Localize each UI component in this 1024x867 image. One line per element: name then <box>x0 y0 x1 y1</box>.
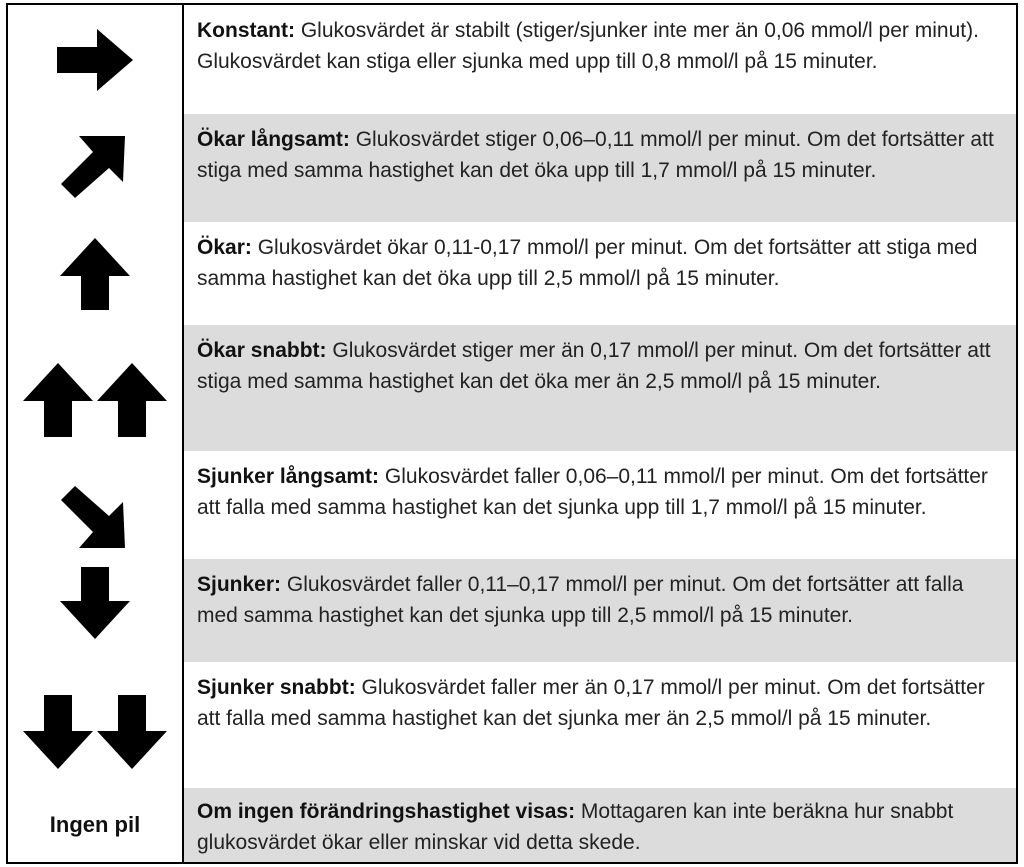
description-cell <box>184 559 1016 662</box>
icon-cell <box>8 114 184 222</box>
table-row <box>8 325 1016 453</box>
trend-description: Glukosvärdet är stabilt (stiger/sjunker inte mer än 0,06 mmol/l per minut). Glukosvärdet kan stiga eller sjunka med upp till 0,8 mmol/l på 15 minuter. <box>197 19 979 73</box>
description-cell <box>184 325 1016 451</box>
trend-arrow-table <box>6 3 1018 864</box>
table-row <box>8 114 1016 224</box>
description-cell <box>184 114 1016 222</box>
table-row <box>8 662 1016 790</box>
trend-label: Ökar snabbt: <box>197 339 327 362</box>
trend-description: Glukosvärdet faller 0,11–0,17 mmol/l per minut. Om det fortsätter att falla med samma hastighet kan det sjunka upp till 2,5 mmol/l på 15 minuter. <box>197 573 964 627</box>
icon-cell <box>8 559 184 662</box>
icon-cell <box>8 788 184 862</box>
icon-cell <box>8 451 184 559</box>
trend-label: Sjunker snabbt: <box>197 676 356 699</box>
description-cell <box>184 788 1016 862</box>
arrow-up-right-icon <box>61 136 125 198</box>
trend-label: Om ingen förändringshastighet visas: <box>197 800 576 823</box>
table-row <box>8 5 1016 116</box>
description-cell <box>184 5 1016 114</box>
trend-description: Glukosvärdet stiger mer än 0,17 mmol/l per minut. Om det fortsätter att stiga med samma hastighet kan det öka mer än 2,5 mmol/l på 15 minuter. <box>197 339 991 393</box>
trend-description: Glukosvärdet faller 0,06–0,11 mmol/l per minut. Om det fortsätter att falla med samma hastighet kan det sjunka upp till 1,7 mmol/l på 15 minuter. <box>197 465 988 519</box>
trend-label: Sjunker långsamt: <box>197 465 380 488</box>
trend-description: Glukosvärdet faller mer än 0,17 mmol/l per minut. Om det fortsätter att falla med samma hastighet kan det sjunka mer än 2,5 mmol/l på 15 minuter. <box>197 676 985 730</box>
trend-description: Glukosvärdet stiger 0,06–0,11 mmol/l per minut. Om det fortsätter att stiga med samma hastighet kan det öka upp till 1,7 mmol/l på 15 minuter. <box>197 128 994 182</box>
description-cell <box>184 662 1016 788</box>
table-row <box>8 222 1016 327</box>
trend-label: Konstant: <box>197 19 295 42</box>
trend-description: Mottagaren kan inte beräkna hur snabbt glukosvärdet ökar eller minskar vid detta skede. <box>197 800 954 854</box>
icon-cell <box>8 222 184 325</box>
icon-cell <box>8 662 184 788</box>
table-row <box>8 788 1016 862</box>
trend-label: Ökar långsamt: <box>197 128 350 151</box>
trend-label: Sjunker: <box>197 573 282 596</box>
double-arrow-up-icon <box>23 363 167 437</box>
arrow-right-icon <box>57 29 133 91</box>
arrow-down-right-icon <box>61 486 125 548</box>
description-cell <box>184 451 1016 559</box>
arrow-down-icon <box>60 567 130 639</box>
arrow-up-icon <box>60 238 130 310</box>
icon-cell <box>8 325 184 451</box>
trend-label: Ökar: <box>197 236 252 259</box>
no-arrow-label: Ingen pil <box>49 812 141 837</box>
double-arrow-down-icon <box>23 695 167 769</box>
table-row <box>8 559 1016 664</box>
description-cell <box>184 222 1016 325</box>
table-row <box>8 451 1016 561</box>
icon-cell <box>8 5 184 114</box>
trend-description: Glukosvärdet ökar 0,11-0,17 mmol/l per minut. Om det fortsätter att stiga med samma hastighet kan det öka upp till 2,5 mmol/l på 15 minuter. <box>197 236 978 290</box>
